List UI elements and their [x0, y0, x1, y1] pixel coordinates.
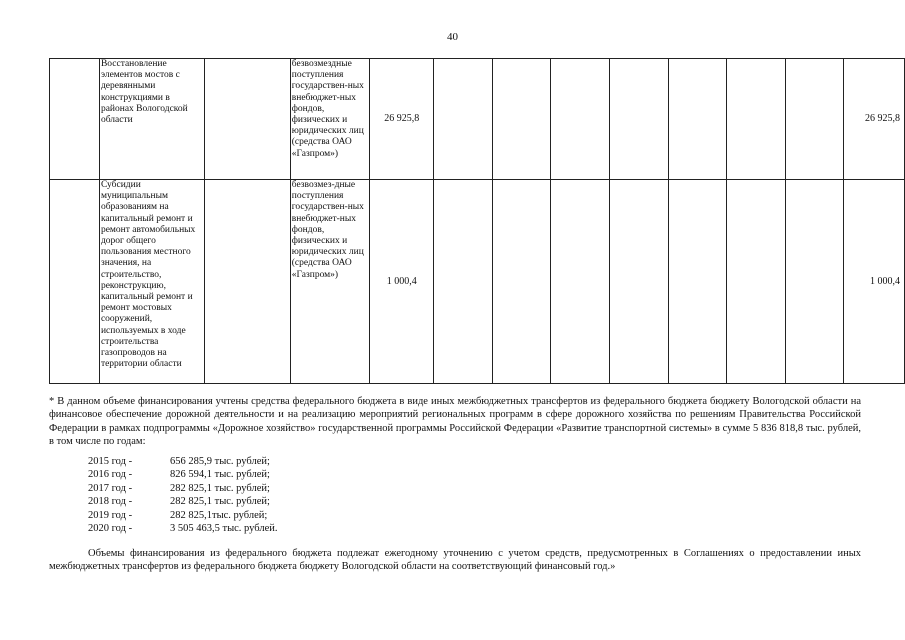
year-value: 282 825,1тыс. рублей;: [170, 509, 268, 521]
empty-cell: [492, 59, 551, 180]
activity-name: Восстановление элементов мостов с деревянными конструкциями в районах Вологодской области: [99, 59, 204, 180]
year-value: 282 825,1 тыс. рублей;: [170, 482, 270, 494]
list-item: [88, 522, 278, 535]
responsible-cell: [205, 59, 290, 180]
year-label: 2016 год -: [88, 469, 133, 481]
funding-source: безвозмездные поступления государствен-ных внебюджет-ных фондов, физических и юридических лиц (средства ОАО «Газпром»): [290, 59, 369, 180]
year-label: 2020 год -: [88, 523, 133, 535]
index-cell: [50, 180, 100, 384]
table-row: [50, 59, 905, 180]
year-value: 826 594,1 тыс. рублей;: [170, 469, 270, 481]
empty-cell: [434, 59, 493, 180]
empty-cell: [668, 180, 727, 384]
list-item: [88, 495, 278, 508]
list-item: [88, 468, 278, 481]
responsible-cell: [205, 180, 290, 384]
year-value: 3 505 463,5 тыс. рублей.: [170, 523, 278, 535]
empty-cell: [492, 180, 551, 384]
empty-cell: [610, 59, 669, 180]
funding-source: безвозмез-дные поступления государствен-ных внебюджет-ных фондов, физических и юридических лиц (средства ОАО «Газпром»): [290, 180, 369, 384]
empty-cell: [610, 180, 669, 384]
year-value: 656 285,9 тыс. рублей;: [170, 456, 270, 467]
year-list: [88, 455, 278, 535]
empty-cell: [551, 180, 610, 384]
year-label: 2015 год -: [88, 456, 133, 467]
total-cell: 1 000,4: [844, 180, 905, 384]
empty-cell: [668, 59, 727, 180]
closing-paragraph: Объемы финансирования из федерального бюджета подлежат ежегодному уточнению с учетом средств, предусмотренных в Соглашениях о предоставлении иных межбюджетных трансфертов из федерального бюджета бюджету Вологодской области на соответствующий финансовый год.»: [49, 547, 861, 572]
year-label: 2018 год -: [88, 496, 133, 508]
list-item: [88, 455, 278, 468]
amount-cell: 1 000,4: [370, 180, 434, 384]
finance-table: [49, 58, 905, 384]
list-item: [88, 482, 278, 495]
year-label: 2019 год -: [88, 509, 133, 521]
empty-cell: [785, 59, 844, 180]
list-item: [88, 509, 278, 522]
footnote-text: * В данном объеме финансирования учтены средства федерального бюджета в виде иных межбюджетных трансфертов из федерального бюджета бюджету Вологодской области на финансовое обеспечение дорожной деятельности и на реализацию мероприятий региональных программ в сфере дорожного хозяйства по решениям Правительства Российской Федерации в рамках подпрограммы «Дорожное хозяйство» государственной программы Российской Федерации «Развитие транспортной системы» в сумме 5 836 818,8 тыс. рублей, в том числе по годам:: [49, 396, 861, 448]
empty-cell: [727, 180, 786, 384]
empty-cell: [785, 180, 844, 384]
page-number: 40: [447, 31, 458, 43]
empty-cell: [434, 180, 493, 384]
footnote: [49, 395, 861, 449]
table-row: [50, 180, 905, 384]
amount-cell: 26 925,8: [370, 59, 434, 180]
total-cell: 26 925,8: [844, 59, 905, 180]
year-value: 282 825,1 тыс. рублей;: [170, 496, 270, 508]
empty-cell: [727, 59, 786, 180]
index-cell: [50, 59, 100, 180]
activity-name: Субсидии муниципальным образованиям на капитальный ремонт и ремонт автомобильных дорог общего пользования местного значения, на строительство, реконструкцию, капитальный ремонт и ремонт мостовых сооружений, используемых в ходе строительства газопроводов на территории области: [99, 180, 204, 384]
year-label: 2017 год -: [88, 482, 133, 494]
empty-cell: [551, 59, 610, 180]
